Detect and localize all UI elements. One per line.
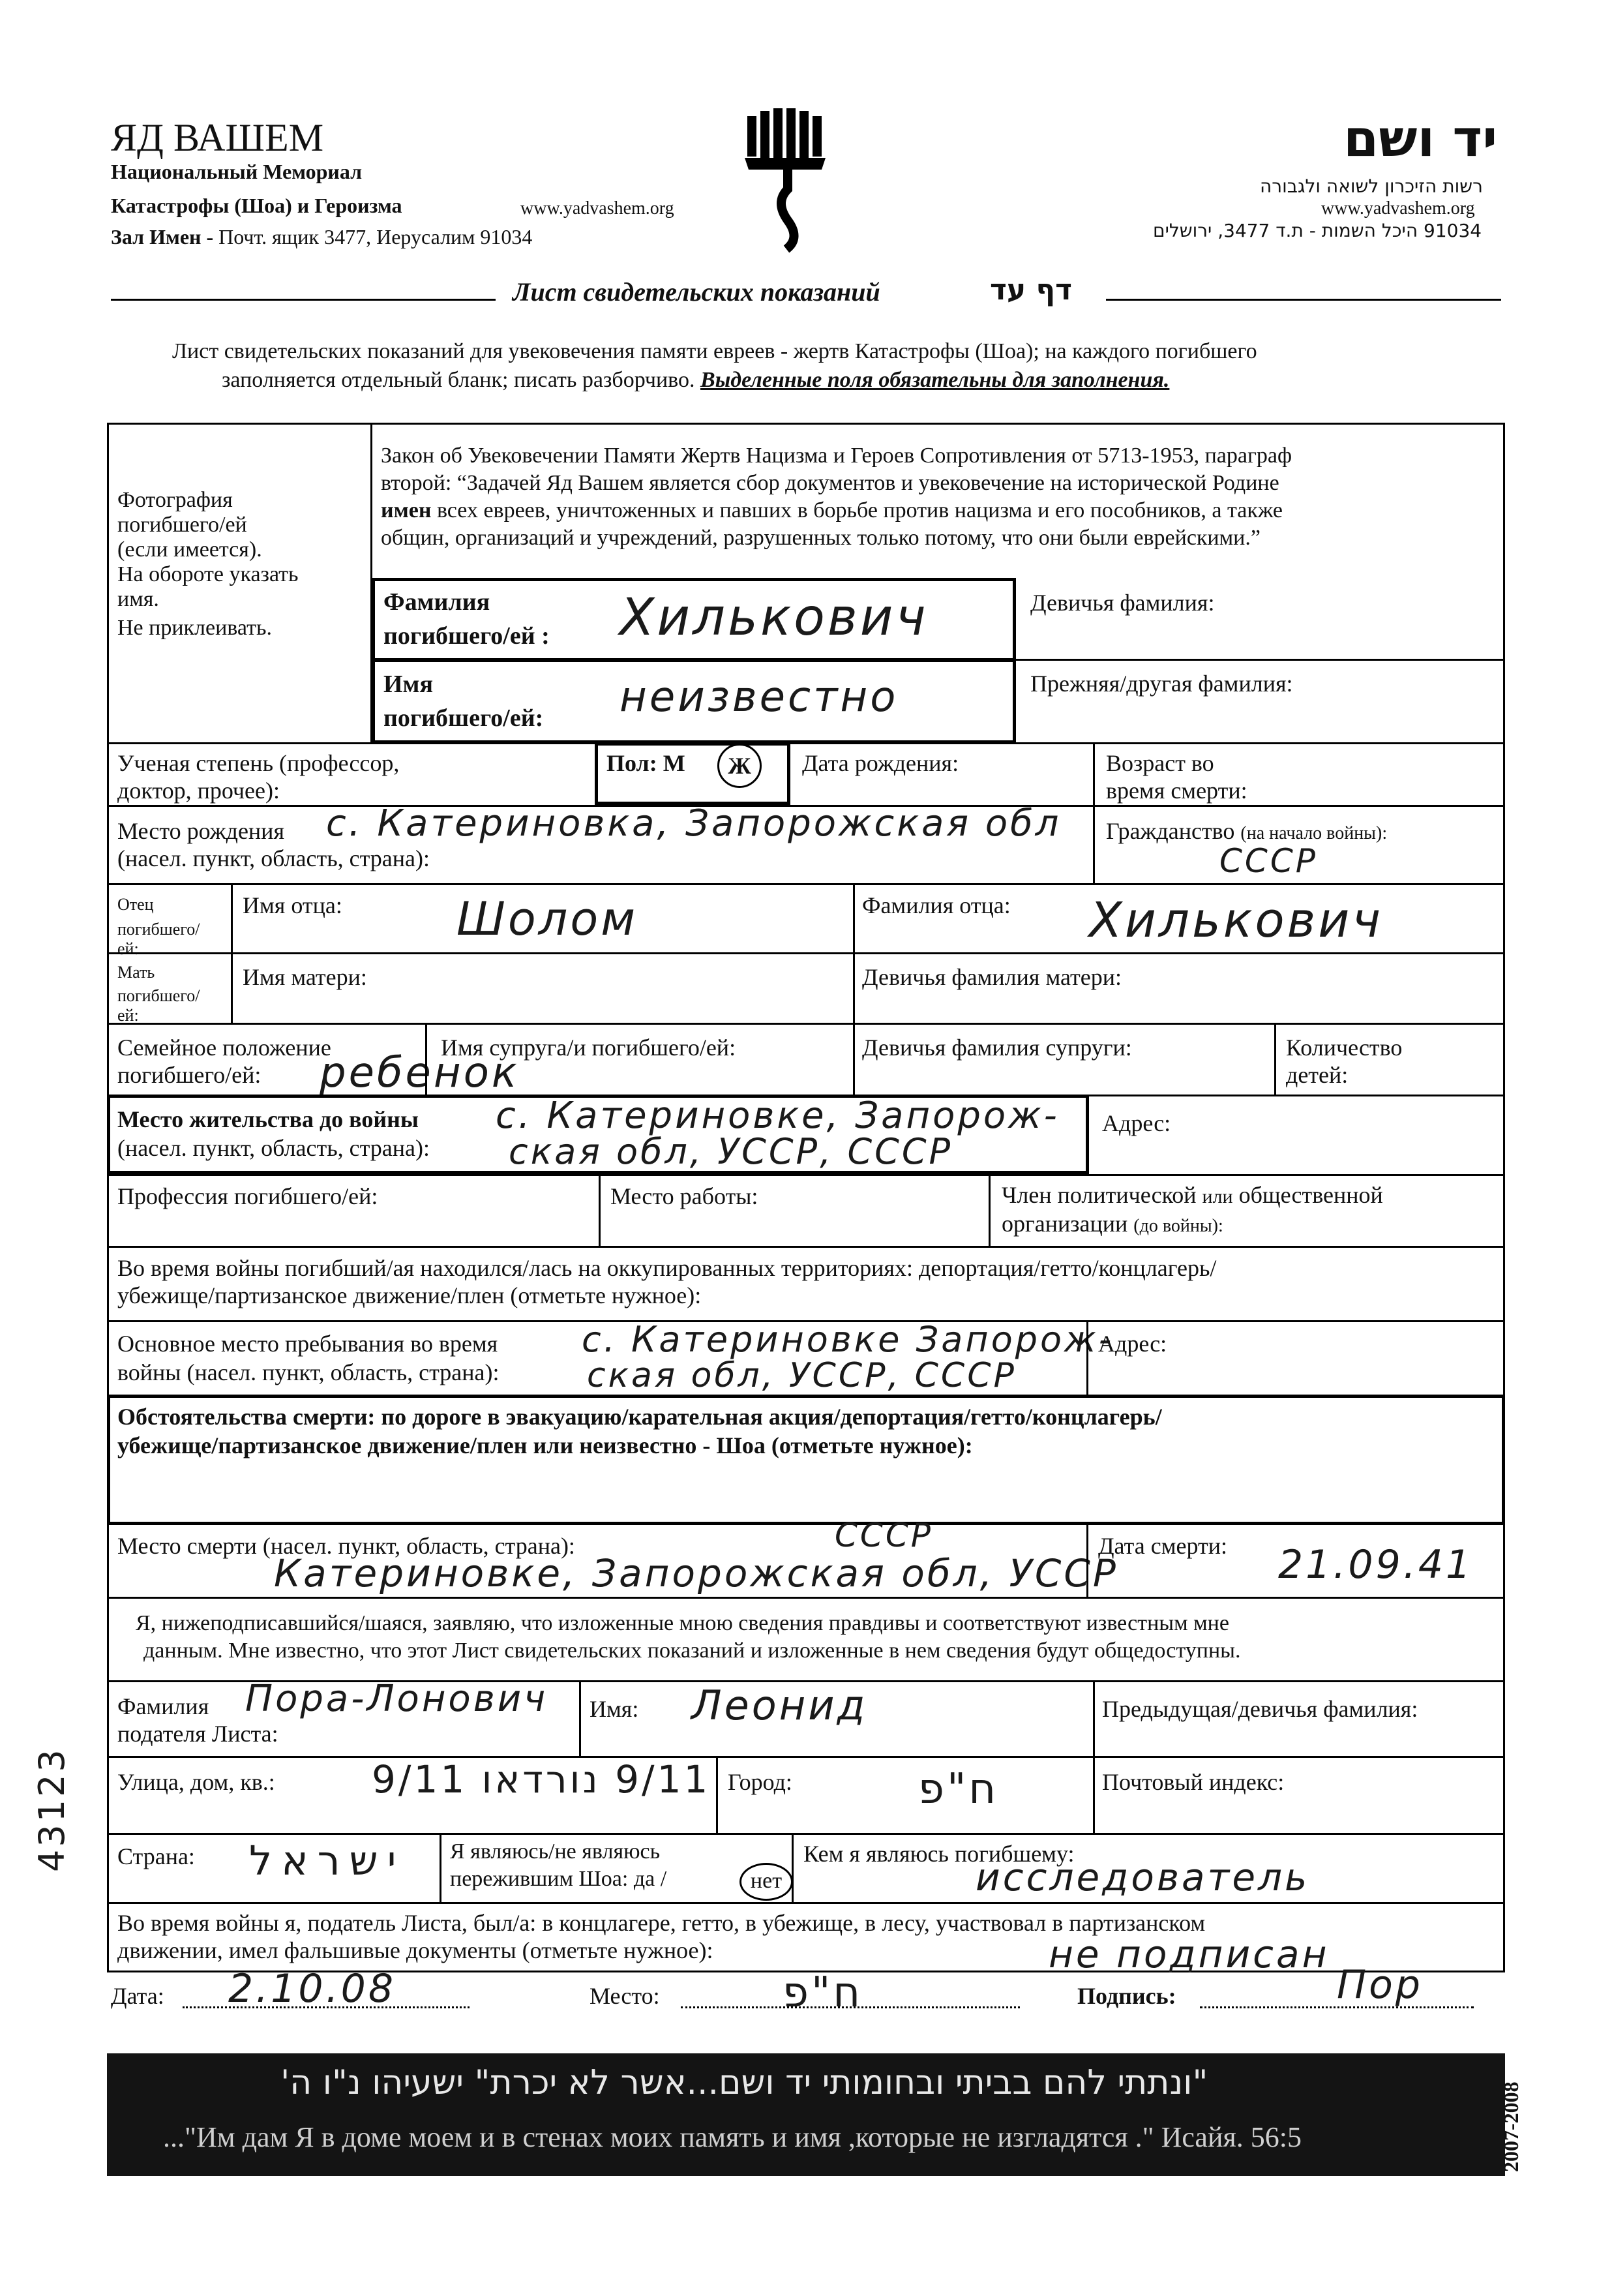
death-circ-l2: убежище/партизанское движение/плен или неизвестно - Шоа (отметьте нужное): [117, 1432, 973, 1458]
work-label: Место работы: [610, 1183, 758, 1209]
form-title-ru: Лист свидетельских показаний [513, 277, 880, 307]
required-note: Выделенные поля обязательны для заполнения. [700, 368, 1170, 392]
row-divider-mother [107, 952, 1505, 954]
victim-name-label2: погибшего/ей: [383, 704, 544, 732]
title-rule-right [1106, 299, 1501, 301]
website-left: www.yadvashem.org [520, 198, 674, 219]
member-text-b: общественной [1238, 1182, 1383, 1208]
citizenship-text: Гражданство [1106, 818, 1235, 844]
survivor-no-circled[interactable]: нет [739, 1863, 793, 1901]
photo-l3: (если имеется). [117, 537, 262, 562]
yad-vashem-logo-icon [736, 104, 840, 254]
victim-surname-label1: Фамилия [383, 588, 490, 616]
law-l3 [381, 498, 1283, 523]
photo-l6: Не приклеивать. [117, 616, 272, 640]
mother-maiden-label: Девичья фамилия матери: [862, 964, 1122, 990]
wartime-l2: убежище/партизанское движение/плен (отметьте нужное): [117, 1282, 702, 1308]
wartime-place-label2: войны (насел. пункт, область, страна): [117, 1359, 500, 1385]
survivor-label2: пережившим Шоа: да / [450, 1867, 667, 1891]
survivor-label1: Я являюсь/не являюсь [450, 1839, 661, 1864]
declaration-l2: данным. Мне известно, что этот Лист свидетельских показаний и изложенные в нем сведения будут общедоступны. [143, 1639, 1241, 1663]
submitter-name-divider [579, 1680, 581, 1757]
date-label: Дата: [111, 1983, 164, 2009]
mother-name-label: Имя матери: [243, 964, 367, 990]
street-label: Улица, дом, кв.: [117, 1769, 275, 1795]
website-right: www.yadvashem.org [1321, 198, 1475, 219]
status-value[interactable]: ребенок [320, 1049, 520, 1097]
degree-label1: Ученая степень (профессор, [117, 750, 400, 776]
member-text: Член политической [1002, 1182, 1197, 1208]
org-line3: Катастрофы (Шоа) и Героизма [111, 194, 402, 217]
status-label2: погибшего/ей: [117, 1062, 261, 1088]
death-date-value[interactable]: 21.09.41 [1278, 1542, 1474, 1588]
form-title-he: דף עד [990, 273, 1073, 307]
submitter-wartime-l1: Во время войны я, податель Листа, был/а: в концлагере, гетто, в убежище, в лесу, участвовал в партизанском [117, 1910, 1206, 1936]
submitter-prev-label: Предыдущая/девичья фамилия: [1102, 1696, 1418, 1722]
father-name-label: Имя отца: [243, 892, 342, 918]
children-label1: Количество [1286, 1035, 1403, 1061]
children-label2: детей: [1286, 1062, 1349, 1088]
death-date-label: Дата смерти: [1098, 1533, 1228, 1559]
citizenship-label [1106, 818, 1387, 844]
victim-name-value[interactable]: неизвестно [619, 673, 899, 721]
residence-right-top [1088, 1095, 1505, 1096]
mother-side3: ей: [117, 1006, 139, 1025]
age-label1: Возраст во [1106, 750, 1214, 776]
maiden-divider [1015, 659, 1505, 661]
title-rule-left [111, 299, 496, 301]
org-address: Почт. ящик 3477, Иерусалим 91034 [218, 225, 533, 249]
photo-l1: Фотография [117, 488, 233, 512]
street-value[interactable]: 9/11 נורדאו 9/11 [372, 1757, 711, 1802]
intro-text: заполняется отдельный бланк; писать разборчиво. [222, 368, 695, 392]
row-divider-address [107, 1756, 1505, 1758]
wartime-place-label1: Основное место пребывания во время [117, 1331, 498, 1357]
residence-value2[interactable]: ская обл, УССР, СССР [509, 1131, 953, 1172]
org-name-ru: ЯД ВАШЕМ [111, 116, 324, 159]
intro-line2 [222, 368, 1169, 393]
relation-label: Кем я являюсь погибшему: [803, 1841, 1075, 1867]
member-divider [989, 1174, 991, 1247]
zip-label: Почтовый индекс: [1102, 1769, 1285, 1795]
city-divider [716, 1756, 718, 1834]
status-label1: Семейное положение [117, 1035, 331, 1061]
mother-side1: Мать [117, 963, 155, 982]
spouse-maiden-divider [853, 1023, 855, 1095]
birthplace-value[interactable]: с. Катериновка, Запорожская обл [326, 802, 1062, 845]
children-divider [1274, 1023, 1276, 1095]
declaration-l1: Я, нижеподписавшийся/шаяся, заявляю, что изложенные мною сведения правдивы и соответствуют известным мне [136, 1611, 1229, 1635]
relation-divider [792, 1833, 794, 1903]
org-line4 [111, 226, 532, 249]
residence-value1[interactable]: с. Катериновке, Запорож- [496, 1095, 1060, 1137]
intro-line1: Лист свидетельских показаний для увековечения памяти евреев - жертв Катастрофы (Шоа); на каждого погибшего [172, 339, 1257, 363]
member-or: или [1202, 1186, 1233, 1207]
date-value[interactable]: 2.10.08 [228, 1966, 396, 2012]
father-side1: Отец [117, 895, 154, 914]
survivor-divider [440, 1833, 441, 1903]
prev-name-label: Прежняя/другая фамилия: [1030, 671, 1293, 697]
org-line2: Национальный Мемориал [111, 160, 363, 183]
death-circ-options: по дороге в эвакуацию/карательная акция/депортация/гетто/концлагерь/ [381, 1404, 1162, 1430]
citizenship-value[interactable]: СССР [1219, 842, 1318, 880]
submitter-wartime-value[interactable]: не подписан [1049, 1932, 1330, 1976]
age-divider [1093, 742, 1095, 884]
submitter-name-label: Имя: [590, 1696, 639, 1722]
submitter-wartime-l2: движении, имел фальшивые документы (отметьте нужное): [117, 1937, 713, 1963]
place-value[interactable]: ח"פ [783, 1969, 863, 2017]
row-divider-country [107, 1833, 1505, 1835]
father-surname-label: Фамилия отца: [862, 892, 1011, 918]
maiden-name-label: Девичья фамилия: [1030, 590, 1215, 616]
dob-label: Дата рождения: [802, 750, 959, 776]
footer-he-quote: "ונתתי להם בביתי ובחומותי יד ושם...אשר לא יכרת" ישעיהו נ"ו ה' [280, 2063, 1208, 2102]
submitter-surname-value[interactable]: Пора-Лонович [245, 1678, 548, 1720]
place-label: Место: [590, 1983, 660, 2009]
work-divider [599, 1174, 601, 1247]
sex-label: Пол: М [606, 750, 685, 776]
victim-name-label1: Имя [383, 671, 433, 698]
degree-label2: доктор, прочее): [117, 778, 280, 804]
country-value[interactable]: ישראל [249, 1837, 406, 1884]
father-surname-value[interactable]: Хилькович [1089, 892, 1384, 948]
he-line2: רשות הזיכרון לשואה ולגבורה [1260, 175, 1483, 197]
victim-surname-label2: погибшего/ей : [383, 622, 550, 650]
spouse-label: Имя супруга/и погибшего/ей: [441, 1035, 736, 1061]
member-org: организации [1002, 1211, 1128, 1237]
father-name-value[interactable]: Шолом [456, 892, 638, 946]
law-names: имен [381, 498, 432, 522]
profession-label: Профессия погибшего/ей: [117, 1183, 378, 1209]
death-circ-label: Обстоятельства смерти: [117, 1404, 376, 1430]
spouse-maiden-label: Девичья фамилия супруги: [862, 1035, 1132, 1061]
residence-address-label: Адрес: [1102, 1110, 1171, 1136]
wartime-address-divider [1086, 1320, 1088, 1396]
father-side3: ей: [117, 939, 139, 958]
signature-label: Подпись: [1077, 1983, 1176, 2009]
stamp-number: 43123 [31, 1747, 72, 1872]
death-circ-l1 [117, 1404, 1162, 1430]
country-label: Страна: [117, 1843, 195, 1869]
city-value[interactable]: ח"פ [918, 1765, 999, 1813]
law-l1: Закон об Увековечении Памяти Жертв Нацизма и Героев Сопротивления от 5713-1953, параграф [381, 444, 1292, 468]
signature-value[interactable]: Пор [1337, 1962, 1423, 2008]
relation-value[interactable]: исследователь [976, 1855, 1310, 1899]
member-note: (до войны): [1133, 1216, 1223, 1236]
submitter-surname-label1: Фамилия [117, 1693, 209, 1719]
photo-l4: На обороте указать [117, 562, 299, 586]
birthplace-label2: (насел. пункт, область, страна): [117, 845, 430, 871]
member-label2 [1002, 1211, 1223, 1237]
wartime-l1: Во время войны погибший/ая находился/лась на оккупированных территориях: депортация/гетто/концлагерь/ [117, 1255, 1217, 1281]
mother-side2: погибшего/ [117, 986, 200, 1005]
sex-female-circled[interactable]: Ж [717, 744, 762, 788]
death-place-label: Место смерти (насел. пункт, область, страна): [117, 1533, 575, 1559]
row-divider-degree [107, 742, 1505, 744]
row-divider-wartime [107, 1246, 1505, 1248]
row-divider-declaration [107, 1597, 1505, 1599]
org-name-he: יד ושם [1343, 110, 1498, 168]
he-line4: 91034 היכל השמות - ת.ד 3477, ירושלים [1153, 220, 1482, 241]
row-divider-family [107, 1023, 1505, 1025]
city-label: Город: [728, 1769, 792, 1795]
death-place-value[interactable]: Катериновке, Запорожская обл, УССР [274, 1551, 1118, 1595]
law-l3-rest: всех евреев, уничтоженных и павших в борьбе против нацизма и его пособников, а также [436, 498, 1283, 522]
year-side: 2007-2008 [1499, 2081, 1523, 2172]
citizenship-note: (на начало войны): [1240, 823, 1388, 843]
row-divider-father [107, 883, 1505, 885]
row-divider-profession [107, 1174, 1505, 1176]
spouse-divider [425, 1023, 427, 1095]
death-date-divider [1086, 1525, 1088, 1598]
wartime-place-value2[interactable]: ская обл, УССР, СССР [587, 1356, 1017, 1395]
wartime-address-label: Адрес: [1098, 1331, 1167, 1357]
death-place-top[interactable]: СССР [835, 1517, 933, 1554]
photo-l2: погибшего/ей [117, 513, 247, 537]
law-l4: общин, организаций и учреждений, разрушенных только потому, что они были еврейскими.” [381, 526, 1261, 550]
wartime-place-value1[interactable]: с. Катериновке Запорож- [582, 1319, 1114, 1360]
row-divider-birth-right [1093, 805, 1505, 807]
residence-label1: Место жительства до войны [117, 1106, 419, 1132]
father-side2: погибшего/ [117, 920, 200, 939]
victim-surname-value[interactable]: Хилькович [619, 588, 929, 647]
footer-ru-quote: ..."Им дам Я в доме моем и в стенах моих память и имя ,которые не изгладятся ." Исайя. 56:5 [163, 2121, 1302, 2153]
submitter-name-value[interactable]: Леонид [691, 1682, 868, 1729]
residence-label2: (насел. пункт, область, страна): [117, 1135, 430, 1161]
submitter-surname-label2: подателя Листа: [117, 1721, 278, 1747]
row-divider-submitter-wartime [107, 1902, 1505, 1904]
law-l2: второй: “Задачей Яд Вашем является сбор документов и увековечение на исторической Родине [381, 471, 1279, 495]
age-label2: время смерти: [1106, 778, 1247, 804]
hall-of-names: Зал Имен - [111, 225, 214, 249]
birthplace-label1: Место рождения [117, 818, 285, 844]
photo-l5: имя. [117, 587, 159, 611]
member-label1 [1002, 1182, 1383, 1208]
